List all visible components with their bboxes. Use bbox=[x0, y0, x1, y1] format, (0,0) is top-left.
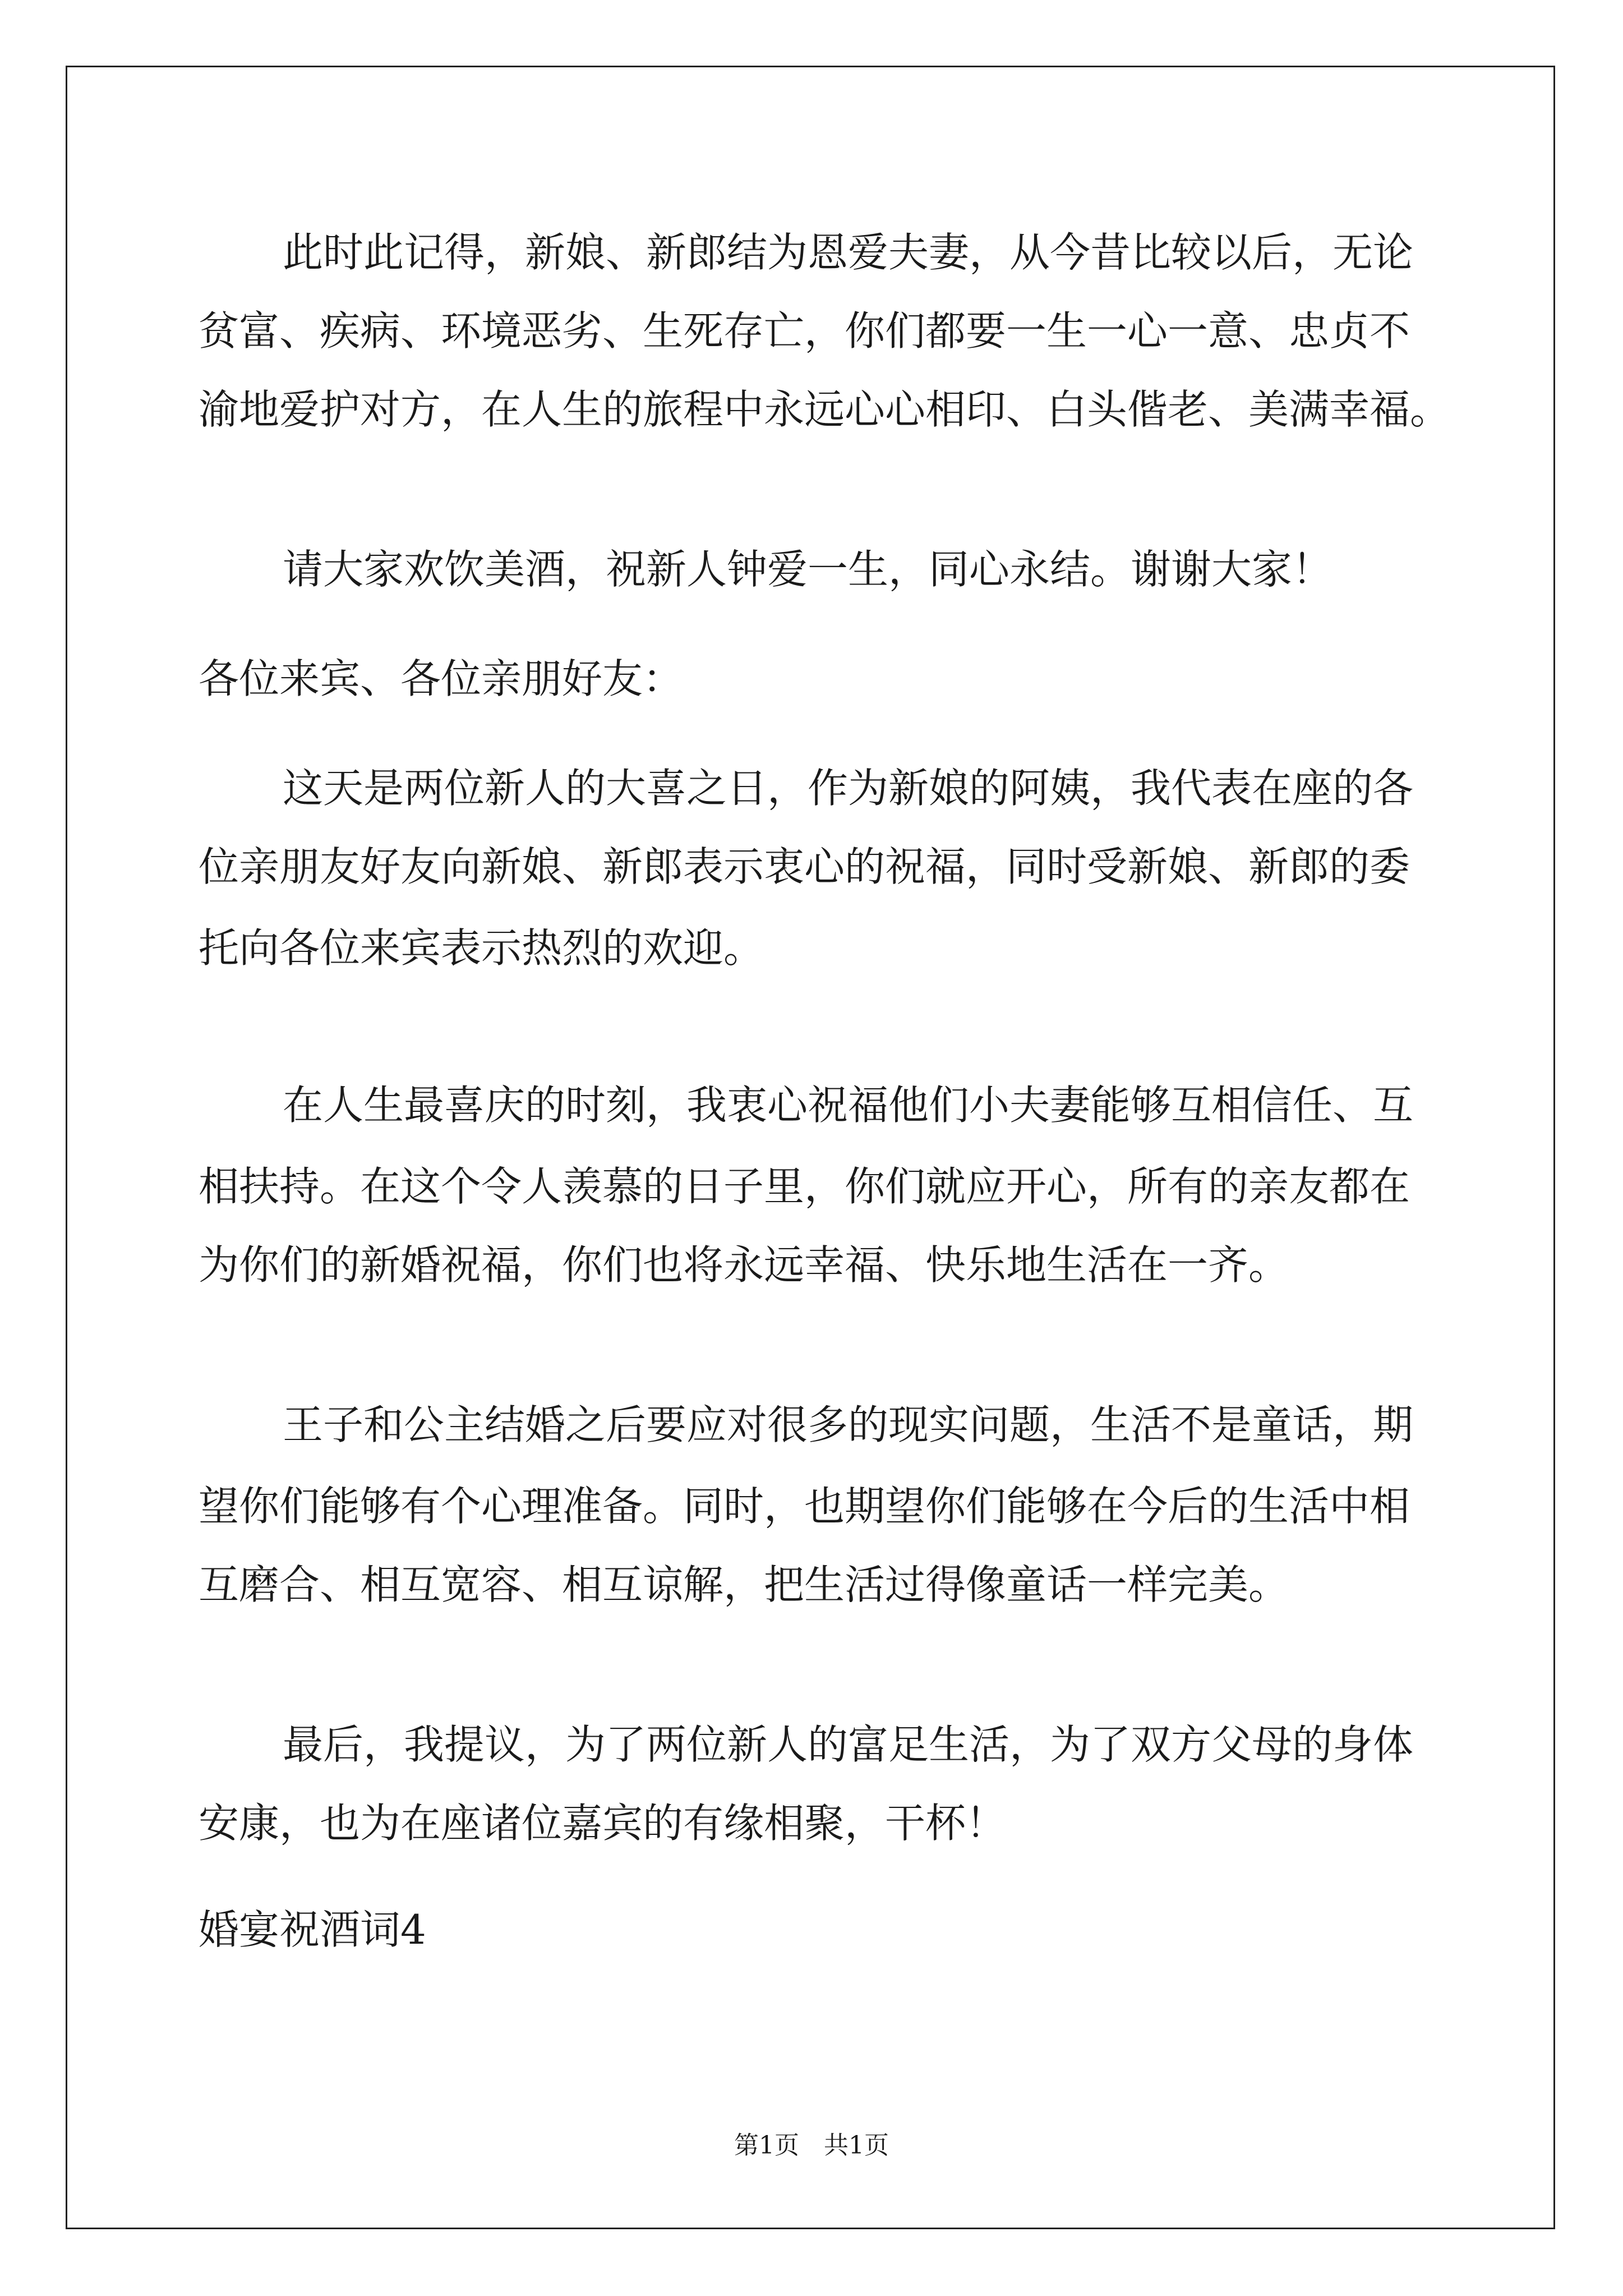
section-heading: 婚宴祝酒词4 bbox=[199, 1906, 426, 1953]
paragraph-1-line-3: 渝地爱护对方，在人生的旅程中永远心心相印、白头偕老、美满幸福。 bbox=[199, 386, 1451, 433]
paragraph-6-line-2: 安康，也为在座诸位嘉宾的有缘相聚，干杯！ bbox=[199, 1800, 1007, 1847]
paragraph-2: 请大家欢饮美酒，祝新人钟爱一生，同心永结。谢谢大家！ bbox=[283, 546, 1333, 593]
paragraph-5-line-2: 望你们能够有个心理准备。同时，也期望你们能够在今后的生活中相 bbox=[199, 1483, 1410, 1530]
page-footer: 第1页 共1页 bbox=[734, 2131, 889, 2160]
paragraph-3-line-3: 托向各位来宾表示热烈的欢迎。 bbox=[199, 924, 764, 972]
salutation: 各位来宾、各位亲朋好友： bbox=[199, 655, 684, 702]
paragraph-4-line-1: 在人生最喜庆的时刻，我衷心祝福他们小夫妻能够互相信任、互 bbox=[283, 1082, 1414, 1129]
paragraph-3-line-1: 这天是两位新人的大喜之日，作为新娘的阿姨，我代表在座的各 bbox=[283, 765, 1414, 812]
paragraph-1-line-1: 此时此记得，新娘、新郎结为恩爱夫妻，从今昔比较以后，无论 bbox=[283, 229, 1414, 276]
paragraph-4-line-3: 为你们的新婚祝福，你们也将永远幸福、快乐地生活在一齐。 bbox=[199, 1241, 1289, 1289]
paragraph-5-line-1: 王子和公主结婚之后要应对很多的现实问题，生活不是童话，期 bbox=[283, 1401, 1414, 1448]
paragraph-4-line-2: 相扶持。在这个令人羡慕的日子里，你们就应开心，所有的亲友都在 bbox=[199, 1163, 1410, 1210]
paragraph-5-line-3: 互磨合、相互宽容、相互谅解，把生活过得像童话一样完美。 bbox=[199, 1561, 1289, 1608]
paragraph-6-line-1: 最后，我提议，为了两位新人的富足生活，为了双方父母的身体 bbox=[283, 1721, 1414, 1768]
paragraph-1-line-2: 贫富、疾病、环境恶劣、生死存亡，你们都要一生一心一意、忠贞不 bbox=[199, 307, 1410, 355]
paragraph-3-line-2: 位亲朋友好友向新娘、新郎表示衷心的祝福，同时受新娘、新郎的委 bbox=[199, 843, 1410, 890]
